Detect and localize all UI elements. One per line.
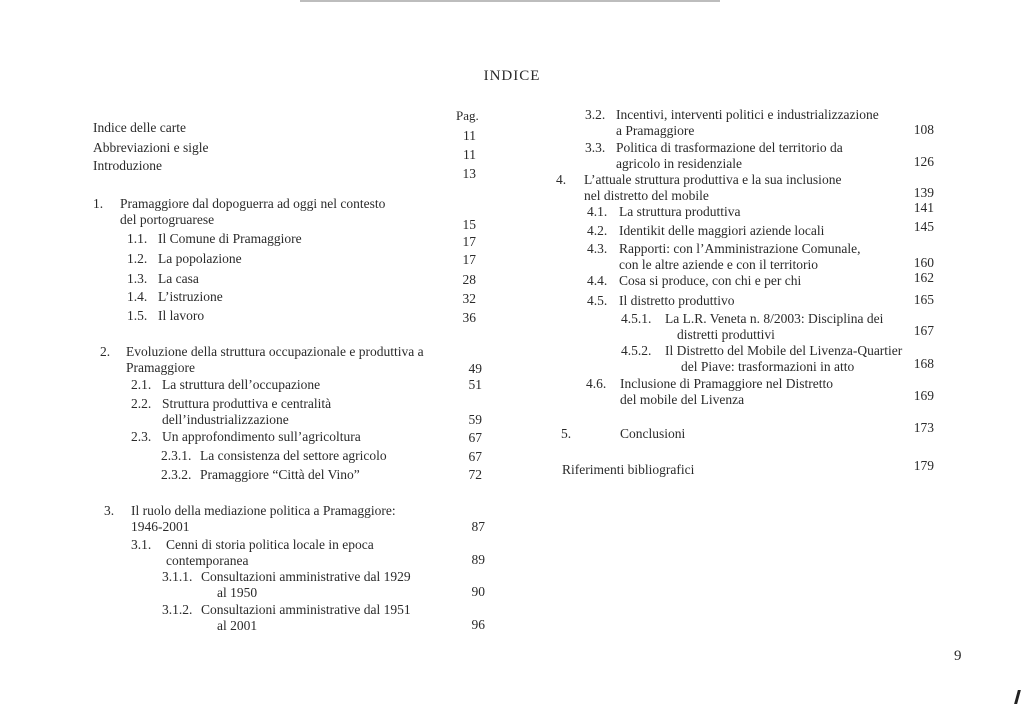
toc-entry-text: Evoluzione della struttura occupazionale e produttiva a — [126, 344, 424, 359]
toc-entry-text: Abbreviazioni e sigle — [93, 140, 209, 155]
toc-entry-text: La consistenza del settore agricolo — [200, 448, 387, 463]
toc-entry-text: La casa — [158, 271, 199, 286]
toc-entry-page: 139 — [913, 185, 934, 200]
toc-entry-number: 4.5.2. — [621, 343, 652, 358]
toc-entry-page: 141 — [913, 200, 934, 215]
toc-entry-text: Consultazioni amministrative dal 1929 — [201, 569, 411, 584]
toc-entry-page: 173 — [913, 420, 934, 435]
page-number: 9 — [954, 648, 962, 664]
toc-entry-text-cont: del portogruarese — [120, 212, 215, 227]
toc-entry-text: Rapporti: con l’Amministrazione Comunale, — [619, 241, 861, 256]
toc-entry-text-cont: dell’industrializzazione — [162, 412, 289, 427]
toc-entry-text: Introduzione — [93, 158, 162, 173]
toc-entry-text: L’attuale struttura produttiva e la sua inclusione — [584, 172, 842, 187]
toc-entry-number: 1.5. — [127, 308, 148, 323]
toc-entry-number: 4. — [556, 172, 567, 187]
toc-entry-number: 2. — [100, 344, 111, 359]
toc-entry-number: 3.1.2. — [162, 602, 193, 617]
toc-entry-text-cont: contemporanea — [166, 553, 249, 568]
toc-entry-number: 4.1. — [587, 204, 608, 219]
toc-entry-text: Politica di trasformazione del territorio da — [616, 140, 843, 155]
toc-entry-text-cont: con le altre aziende e con il territorio — [619, 257, 819, 272]
toc-entry-page: 72 — [468, 467, 482, 482]
scan-edge-line — [300, 0, 720, 2]
toc-entry-text: La L.R. Veneta n. 8/2003: Disciplina dei — [665, 311, 884, 326]
toc-entry-page: 51 — [468, 377, 482, 392]
toc-entry-number: 1.3. — [127, 271, 148, 286]
toc-entry-page: 162 — [913, 270, 934, 285]
toc-entry-page: 59 — [468, 412, 482, 427]
toc-entry-page: 11 — [463, 128, 476, 143]
toc-entry-number: 2.3.1. — [161, 448, 192, 463]
toc-entry-number: 4.5. — [587, 293, 608, 308]
toc-entry-number: 1.4. — [127, 289, 148, 304]
toc-entry-text: Inclusione di Pramaggiore nel Distretto — [620, 376, 833, 391]
toc-entry-page: 126 — [913, 154, 934, 169]
toc-entry-text: Cosa si produce, con chi e per chi — [619, 273, 802, 288]
toc-entry-text: L’istruzione — [158, 289, 223, 304]
toc-entry-text: Conclusioni — [620, 426, 686, 441]
toc-entry-page: 13 — [462, 166, 476, 181]
pag-column-header: Pag. — [456, 108, 479, 123]
toc-entry-text: Riferimenti bibliografici — [562, 462, 695, 477]
toc-entry-text-cont: al 2001 — [217, 618, 258, 633]
toc-entry-page: 179 — [913, 458, 934, 473]
toc-entry-text: Incentivi, interventi politici e industrializzazione — [616, 107, 879, 122]
toc-entry-page: 11 — [463, 147, 476, 162]
toc-entry-number: 2.3. — [131, 429, 152, 444]
toc-entry-number: 4.4. — [587, 273, 608, 288]
toc-entry-text: Pramaggiore dal dopoguerra ad oggi nel contesto — [120, 196, 386, 211]
toc-entry-number: 4.2. — [587, 223, 608, 238]
toc-entry-page: 17 — [462, 234, 476, 249]
toc-entry-number: 3.3. — [585, 140, 606, 155]
toc-entry-number: 1. — [93, 196, 104, 211]
toc-entry-text: Struttura produttiva e centralità — [162, 396, 332, 411]
toc-entry-page: 67 — [468, 449, 482, 464]
toc-entry-number: 2.1. — [131, 377, 152, 392]
toc-entry-number: 3. — [104, 503, 115, 518]
toc-entry-text-cont: a Pramaggiore — [616, 123, 695, 138]
toc-entry-text: Il Distretto del Mobile del Livenza-Quartier — [665, 343, 903, 358]
toc-entry-page: 90 — [471, 584, 485, 599]
toc-entry-text: Il distretto produttivo — [619, 293, 735, 308]
toc-entry-page: 87 — [471, 519, 485, 534]
toc-entry-text: Pramaggiore “Città del Vino” — [200, 467, 360, 482]
toc-entry-text: Il Comune di Pramaggiore — [158, 231, 302, 246]
toc-entry-number: 4.5.1. — [621, 311, 652, 326]
toc-entry-number: 2.2. — [131, 396, 152, 411]
scan-edge-mark — [1014, 690, 1021, 704]
toc-entry-text: Identikit delle maggiori aziende locali — [619, 223, 825, 238]
toc-entry-page: 28 — [462, 272, 476, 287]
toc-entry-number: 3.1.1. — [162, 569, 193, 584]
toc-entry-page: 15 — [462, 217, 476, 232]
toc-entry-text: Cenni di storia politica locale in epoca — [166, 537, 374, 552]
toc-entry-text-cont: nel distretto del mobile — [584, 188, 709, 203]
toc-entry-text-cont: agricolo in residenziale — [616, 156, 742, 171]
toc-entry-page: 169 — [913, 388, 934, 403]
toc-entry-page: 32 — [462, 291, 476, 306]
toc-entry-page: 67 — [468, 430, 482, 445]
toc-entry-page: 49 — [468, 361, 482, 376]
toc-entry-text-cont: 1946-2001 — [131, 519, 190, 534]
page-title: INDICE — [483, 68, 541, 84]
toc-entry-text: Consultazioni amministrative dal 1951 — [201, 602, 411, 617]
toc-entry-text: La popolazione — [158, 251, 242, 266]
toc-entry-page: 165 — [913, 292, 934, 307]
toc-entry-number: 5. — [561, 426, 572, 441]
toc-entry-text: Un approfondimento sull’agricoltura — [162, 429, 361, 444]
toc-entry-page: 17 — [462, 252, 476, 267]
toc-entry-text-cont: distretti produttivi — [677, 327, 775, 342]
toc-entry-number: 1.2. — [127, 251, 148, 266]
toc-entry-page: 89 — [471, 552, 485, 567]
toc-entry-text: La struttura produttiva — [619, 204, 741, 219]
toc-entry-text: La struttura dell’occupazione — [162, 377, 321, 392]
toc-entry-page: 36 — [462, 310, 476, 325]
toc-entry-text: Il ruolo della mediazione politica a Pramaggiore: — [131, 503, 396, 518]
toc-entry-page: 108 — [913, 122, 934, 137]
toc-entry-text: Indice delle carte — [93, 120, 186, 135]
toc-entry-number: 4.6. — [586, 376, 607, 391]
toc-entry-text-cont: al 1950 — [217, 585, 258, 600]
toc-entry-page: 96 — [471, 617, 485, 632]
toc-entry-text-cont: Pramaggiore — [126, 360, 195, 375]
toc-entry-number: 2.3.2. — [161, 467, 192, 482]
toc-entry-number: 1.1. — [127, 231, 148, 246]
toc-entry-text-cont: del mobile del Livenza — [620, 392, 745, 407]
toc-entry-page: 167 — [913, 323, 934, 338]
toc-entry-number: 3.1. — [131, 537, 152, 552]
toc-entry-text-cont: del Piave: trasformazioni in atto — [681, 359, 855, 374]
toc-entry-text: Il lavoro — [158, 308, 205, 323]
toc-entry-page: 145 — [913, 219, 934, 234]
toc-entry-number: 3.2. — [585, 107, 606, 122]
toc-entry-number: 4.3. — [587, 241, 608, 256]
toc-entry-page: 160 — [913, 255, 934, 270]
toc-entry-page: 168 — [913, 356, 934, 371]
